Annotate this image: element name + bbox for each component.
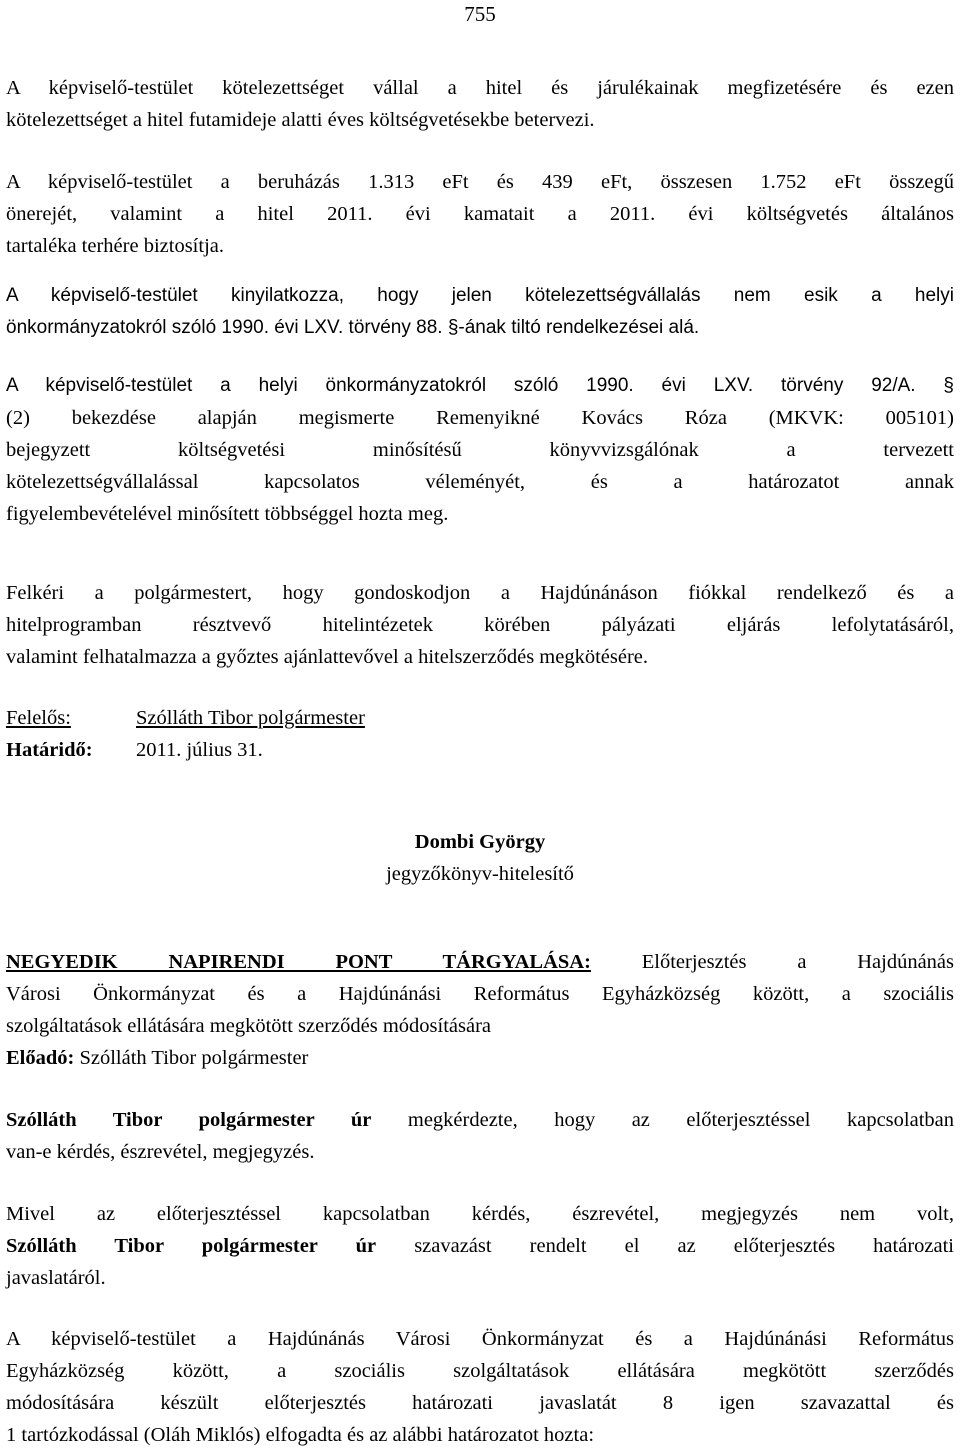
text-line: módosítására készült előterjesztés határozati javaslatát 8 igen szavazattal és (6, 1392, 954, 1414)
deadline-label: Határidő: (6, 739, 93, 761)
responsibility-block (6, 702, 954, 766)
page-number: 755 (464, 2, 496, 26)
text-line: Felkéri a polgármestert, hogy gondoskodjon a Hajdúnánáson fiókkal rendelkező és a (6, 582, 954, 604)
text-line: figyelembevételével minősített többséggel hozta meg. (6, 503, 449, 525)
text-line: A képviselő-testület a beruházás 1.313 eFt és 439 eFt, összesen 1.752 eFt összegű (6, 171, 954, 193)
paragraph-resolution (6, 1323, 954, 1451)
paragraph-auditor-opinion (6, 370, 954, 530)
presenter-label: Előadó: (6, 1047, 75, 1069)
signature-block (0, 826, 960, 890)
responsible-label: Felelős: (6, 707, 71, 729)
text-line: Egyházközség között, a szociális szolgáltatások ellátására megkötött szerződés (6, 1360, 954, 1382)
presenter-line (6, 1042, 954, 1074)
agenda-heading: NEGYEDIK NAPIRENDI PONT TÁRGYALÁSA: (6, 951, 591, 973)
speaker-name: Szólláth Tibor polgármester úr (6, 1235, 377, 1257)
text-segment: szavazást rendelt el az előterjesztés határozati (414, 1235, 954, 1257)
text-line: A képviselő-testület kinyilatkozza, hogy jelen kötelezettségvállalás nem esik a helyi (6, 285, 954, 306)
text-line: A képviselő-testület a Hajdúnánás Városi Önkormányzat és a Hajdúnánási Református (6, 1328, 954, 1350)
text-line: önerejét, valamint a hitel 2011. évi kamatait a 2011. évi költségvetés általános (6, 203, 954, 225)
text-line: Városi Önkormányzat és a Hajdúnánási Református Egyházközség között, a szociális (6, 983, 954, 1005)
text-line: A képviselő-testület a helyi önkormányzatokról szóló 1990. évi LXV. törvény 92/A. § (6, 375, 954, 396)
text-line: A képviselő-testület kötelezettséget vállal a hitel és járulékainak megfizetésére és ezen (6, 77, 954, 99)
text-line: van-e kérdés, észrevétel, megjegyzés. (6, 1141, 315, 1163)
paragraph-vote-order (6, 1198, 954, 1294)
agenda-item (6, 946, 954, 1074)
deadline-row (6, 734, 954, 766)
text-line: szolgáltatások ellátására megkötött szerződés módosítására (6, 1015, 491, 1037)
paragraph-questions (6, 1104, 954, 1168)
paragraph-declaration (6, 280, 954, 344)
paragraph-mayor-request (6, 577, 954, 673)
text-line: valamint felhatalmazza a győztes ajánlattevővel a hitelszerződés megkötésére. (6, 646, 649, 668)
responsible-row (6, 702, 954, 734)
text-line: kötelezettségvállalással kapcsolatos véleményét, és a határozatot annak (6, 471, 954, 493)
responsible-value: Szólláth Tibor polgármester (136, 707, 365, 729)
text-line: 1 tartózkodással (Oláh Miklós) elfogadta és az alábbi határozatot hozta: (6, 1424, 595, 1446)
agenda-title-start: Előterjesztés a Hajdúnánás (641, 951, 955, 973)
text-line (6, 1230, 954, 1262)
text-line: kötelezettséget a hitel futamideje alatti éves költségvetésekbe betervezi. (6, 109, 595, 131)
deadline-value: 2011. július 31. (136, 739, 263, 761)
text-line: Mivel az előterjesztéssel kapcsolatban kérdés, észrevétel, megjegyzés nem volt, (6, 1203, 954, 1225)
text-line: hitelprogramban résztvevő hitelintézetek körében pályázati eljárás lefolytatásáról, (6, 614, 954, 636)
text-line: tartaléka terhére biztosítja. (6, 235, 224, 257)
signatory-role: jegyzőkönyv-hitelesítő (386, 863, 574, 885)
text-segment: megkérdezte, hogy az előterjesztéssel kapcsolatban (407, 1109, 954, 1131)
text-line: javaslatáról. (6, 1267, 106, 1289)
signatory-name: Dombi György (414, 831, 546, 853)
presenter-name: Szólláth Tibor polgármester (79, 1047, 309, 1069)
text-line: (2) bekezdése alapján megismerte Remenyikné Kovács Róza (MKVK: 005101) (6, 407, 954, 429)
paragraph-own-funds (6, 166, 954, 262)
text-line (6, 946, 954, 978)
text-line (6, 1104, 954, 1136)
paragraph-loan-obligation (6, 72, 954, 136)
text-line: önkormányzatokról szóló 1990. évi LXV. törvény 88. §-ának tiltó rendelkezései alá. (6, 317, 700, 338)
speaker-name: Szólláth Tibor polgármester úr (6, 1109, 372, 1131)
text-line: bejegyzett költségvetési minősítésű könyvvizsgálónak a tervezett (6, 439, 954, 461)
